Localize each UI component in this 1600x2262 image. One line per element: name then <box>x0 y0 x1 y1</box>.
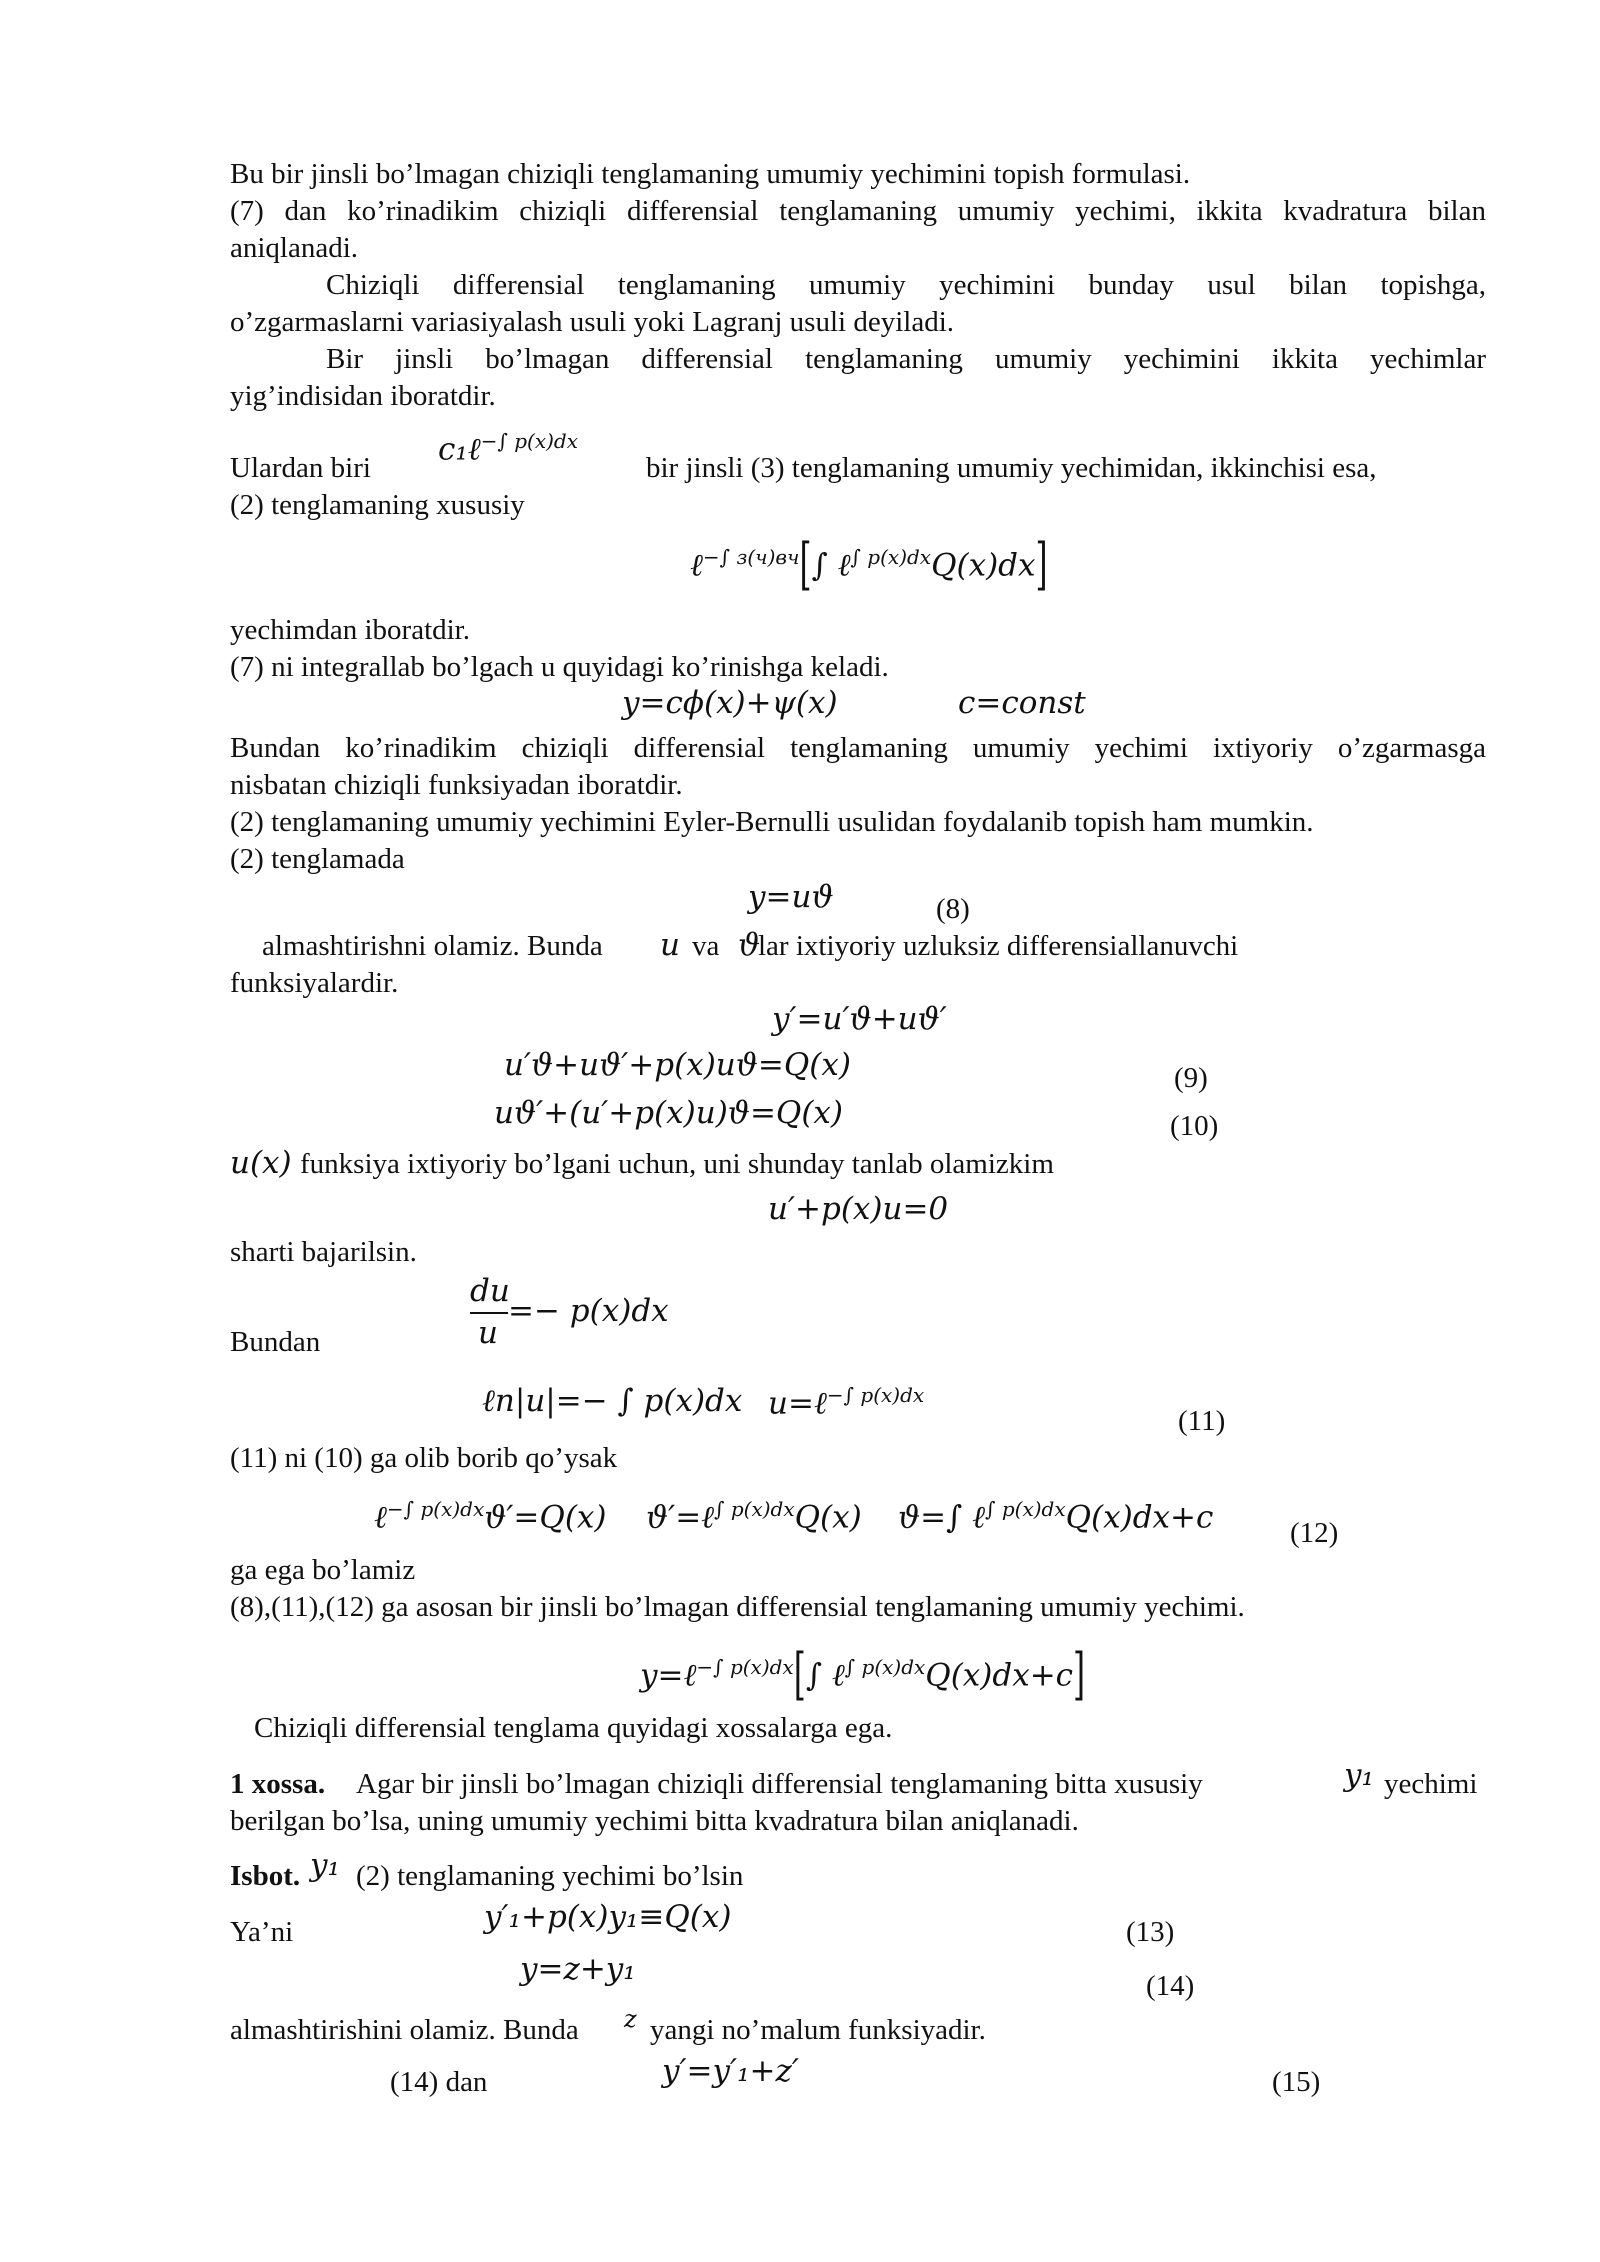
paragraph-3-line-2: o’zgarmaslarni variasiyalash usuli yoki Lagranj usuli deyiladi. <box>230 306 954 338</box>
formula-const: c=const <box>958 685 1086 721</box>
formula-derivative: y′=u′ϑ+uϑ′ <box>772 1001 947 1037</box>
paragraph-4-line-1: Bir jinsli bo’lmagan differensial tenglamaning umumiy yechimini ikkita yechimlar <box>326 343 1486 375</box>
paragraph-23: (14) dan <box>390 2066 488 2098</box>
equation-number-13: (13) <box>1126 1916 1175 1948</box>
formula-general-solution: y=cϕ(x)+ψ(x) <box>622 685 838 721</box>
formula-eq8: y=uϑ <box>748 879 834 915</box>
paragraph-20: (2) tenglamaning yechimi bo’lsin <box>356 1860 744 1892</box>
formula-eq10: uϑ′+(u′+p(x)u)ϑ=Q(x) <box>494 1095 844 1131</box>
paragraph-16: ga ega bo’lamiz <box>230 1554 416 1586</box>
equation-number-12: (12) <box>1290 1517 1339 1549</box>
paragraph-9: (2) tenglamaning umumiy yechimini Eyler-Bernulli usulidan foydalanib topish ham mumkin. <box>230 806 1314 838</box>
paragraph-4-line-2: yig’indisidan iboratdir. <box>230 380 496 412</box>
formula-du-numerator: du <box>470 1273 510 1309</box>
formula-du-denominator: u <box>478 1315 498 1351</box>
paragraph-11-a: almashtirishni olamiz. Bunda <box>262 930 603 962</box>
paragraph-1: Bu bir jinsli bo’lmagan chiziqli tenglamaning umumiy yechimini topish formulasi. <box>230 158 1191 190</box>
formula-eq13: y′₁+p(x)y₁≡Q(x) <box>484 1899 732 1935</box>
equation-number-15: (15) <box>1272 2066 1321 2098</box>
formula-eq12-b: ϑ′=ℓ$^{\int p(x)dx}$Q(x) <box>646 1497 862 1536</box>
formula-c1-exp: c₁ℓ$^{-\int p(x)dx}$ <box>438 429 579 468</box>
formula-particular-solution: ℓ$^{-\int з(ч)вч}$[∫ ℓ$^{\int p(x)dx}$Q(x)dx] <box>690 532 1048 598</box>
formula-y1-isbot: y₁ <box>310 1847 340 1883</box>
paragraph-10: (2) tenglamada <box>230 843 405 875</box>
equation-number-11: (11) <box>1178 1405 1226 1437</box>
formula-du-rhs: =− p(x)dx <box>508 1293 669 1329</box>
paragraph-2-line-1: (7) dan ko’rinadikim chiziqli differensial tenglamaning umumiy yechimi, ikkita kvadratura bilan <box>230 195 1486 227</box>
paragraph-19-bold: 1 xossa. <box>230 1768 326 1800</box>
formula-eq12-c: ϑ=∫ ℓ$^{\int p(x)dx}$Q(x)dx+c <box>898 1497 1214 1536</box>
formula-eq12-a: ℓ$^{-\int p(x)dx}$ϑ′=Q(x) <box>374 1497 607 1536</box>
equation-number-8: (8) <box>936 893 970 925</box>
paragraph-22-b: yangi no’malum funksiyadir. <box>650 2014 986 2046</box>
paragraph-17: (8),(11),(12) ga asosan bir jinsli bo’lmagan differensial tenglamaning umumiy yechimi. <box>230 1591 1245 1623</box>
paragraph-8-line-2: nisbatan chiziqli funksiyadan iboratdir. <box>230 769 683 801</box>
paragraph-11-b: va <box>692 930 720 962</box>
formula-eq11-b: u=ℓ$^{-\int p(x)dx}$ <box>768 1383 925 1422</box>
paragraph-12: funksiya ixtiyoriy bo’lgani uchun, uni shunday tanlab olamizkim <box>300 1148 1054 1180</box>
formula-theta-var: ϑ <box>738 927 761 963</box>
paragraph-3-line-1: Chiziqli differensial tenglamaning umumiy yechimini bunday usul bilan topishga, <box>326 269 1486 301</box>
formula-z: z <box>624 2005 637 2033</box>
formula-u-var: u <box>660 927 680 963</box>
formula-y1: y₁ <box>1344 1757 1374 1793</box>
paragraph-15: (11) ni (10) ga olib borib qo’ysak <box>230 1442 618 1474</box>
paragraph-19-a: Agar bir jinsli bo’lmagan chiziqli differensial tenglamaning bitta xususiy <box>356 1768 1203 1800</box>
equation-number-10: (10) <box>1170 1110 1219 1142</box>
paragraph-5-line-2: (2) tenglamaning xususiy <box>230 489 525 521</box>
formula-eq9: u′ϑ+uϑ′+p(x)uϑ=Q(x) <box>504 1047 851 1083</box>
paragraph-21: Ya’ni <box>230 1916 294 1948</box>
paragraph-14: Bundan <box>230 1326 321 1358</box>
paragraph-7: (7) ni integrallab bo’lgach u quyidagi ko’rinishga keladi. <box>230 651 889 683</box>
formula-eq11-a: ℓn|u|=− ∫ p(x)dx <box>482 1383 743 1419</box>
paragraph-22-a: almashtirishini olamiz. Bunda <box>230 2014 579 2046</box>
formula-condition: u′+p(x)u=0 <box>768 1191 949 1227</box>
paragraph-8-line-1: Bundan ko’rinadikim chiziqli differensial tenglamaning umumiy yechimi ixtiyoriy o’zgarmasga <box>230 732 1486 764</box>
formula-final-solution: y=ℓ$^{-\int p(x)dx}$[∫ ℓ$^{\int p(x)dx}$Q(x)dx+c] <box>640 1642 1086 1708</box>
paragraph-20-bold: Isbot. <box>230 1860 301 1892</box>
paragraph-18: Chiziqli differensial tenglama quyidagi xossalarga ega. <box>254 1712 893 1744</box>
paragraph-11-c: lar ixtiyoriy uzluksiz differensiallanuvchi <box>758 930 1239 962</box>
paragraph-5-left: Ulardan biri <box>230 452 371 484</box>
formula-ux: u(x) <box>230 1145 292 1181</box>
formula-eq15: y′=y′₁+z′ <box>662 2053 799 2089</box>
paragraph-13: sharti bajarilsin. <box>230 1236 417 1268</box>
paragraph-6: yechimdan iboratdir. <box>230 614 470 646</box>
paragraph-19-b: berilgan bo’lsa, uning umumiy yechimi bitta kvadratura bilan aniqlanadi. <box>230 1805 1079 1837</box>
paragraph-5-right: bir jinsli (3) tenglamaning umumiy yechimidan, ikkinchisi esa, <box>646 452 1377 484</box>
paragraph-19-end: yechimi <box>1384 1768 1478 1800</box>
formula-eq14: y=z+y₁ <box>520 1951 636 1987</box>
equation-number-14: (14) <box>1146 1970 1195 2002</box>
paragraph-11-d: funksiyalardir. <box>230 967 399 999</box>
equation-number-9: (9) <box>1174 1062 1208 1094</box>
paragraph-2-line-2: aniqlanadi. <box>230 232 359 264</box>
